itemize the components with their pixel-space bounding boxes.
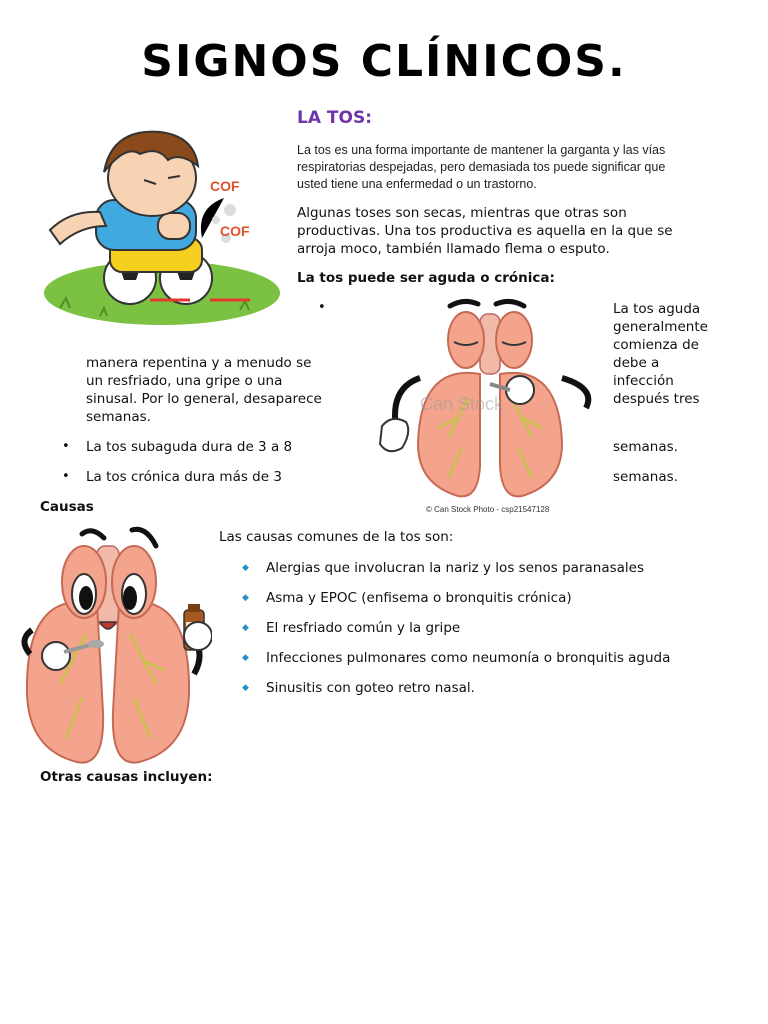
causes-intro: Las causas comunes de la tos son: <box>219 529 454 545</box>
lungs-medicine-illustration <box>12 524 212 768</box>
list-item <box>242 679 475 697</box>
text-line: infección <box>613 373 674 389</box>
text-line: La tos aguda <box>613 301 701 317</box>
cause-text: Sinusitis con goteo retro nasal. <box>266 680 475 696</box>
list-item <box>242 649 670 667</box>
bullet-dot: • <box>62 469 70 484</box>
intro-line: usted tiene una enfermedad o un trastorno. <box>297 177 537 191</box>
causes-heading: Causas <box>40 499 94 515</box>
list-item <box>242 559 644 577</box>
list-item <box>242 619 460 637</box>
acute-right-text <box>613 300 708 408</box>
other-causes-heading: Otras causas incluyen: <box>40 769 213 785</box>
productive-cough-paragraph <box>297 204 707 258</box>
cause-text: Asma y EPOC (enfisema o bronquitis crónica) <box>266 590 572 606</box>
list-item <box>242 589 572 607</box>
lungs-spoon-illustration <box>368 298 603 516</box>
page-title: SIGNOS CLÍNICOS. <box>141 36 627 87</box>
bullet-dot: • <box>318 300 326 315</box>
subacute-text: La tos subaguda dura de 3 a 8 <box>86 439 293 455</box>
text-line: semanas. <box>86 409 151 425</box>
cause-text: Infecciones pulmonares como neumonía o bronquitis aguda <box>266 650 671 666</box>
coughing-boy-illustration <box>40 118 285 340</box>
image-credit: © Can Stock Photo - csp21547128 <box>426 505 550 514</box>
chronic-duration: semanas. <box>613 469 678 485</box>
arrow-bullet-icon: ◆ <box>242 593 249 603</box>
bullet-dot: • <box>62 439 70 454</box>
intro-line: La tos es una forma importante de mantener la garganta y las vías <box>297 143 666 157</box>
cough-text-2: COF <box>220 223 250 239</box>
paragraph-line: Algunas toses son secas, mientras que otras son <box>297 205 627 221</box>
text-line: sinusal. Por lo general, desaparece <box>86 391 322 407</box>
arrow-bullet-icon: ◆ <box>242 563 249 573</box>
cause-text: Alergias que involucran la nariz y los senos paranasales <box>266 560 645 576</box>
watermark-text: Can Stock <box>420 394 504 414</box>
paragraph-line: arroja moco, también llamado flema o esputo. <box>297 241 610 257</box>
intro-paragraph <box>297 142 717 193</box>
arrow-bullet-icon: ◆ <box>242 683 249 693</box>
paragraph-line: productivas. Una tos productiva es aquella en la que se <box>297 223 673 239</box>
text-line: un resfriado, una gripe o una <box>86 373 283 389</box>
arrow-bullet-icon: ◆ <box>242 653 249 663</box>
types-heading: La tos puede ser aguda o crónica: <box>297 270 555 286</box>
section-heading: LA TOS: <box>297 108 372 128</box>
subacute-duration: semanas. <box>613 439 678 455</box>
chronic-text: La tos crónica dura más de 3 <box>86 469 282 485</box>
text-line: después tres <box>613 391 700 407</box>
text-line: manera repentina y a menudo se <box>86 355 312 371</box>
cause-text: El resfriado común y la gripe <box>266 620 461 636</box>
text-line: generalmente <box>613 319 708 335</box>
arrow-bullet-icon: ◆ <box>242 623 249 633</box>
acute-left-text <box>86 354 322 426</box>
text-line: debe a <box>613 355 660 371</box>
intro-line: respiratorias despejadas, pero demasiada tos puede significar que <box>297 160 666 174</box>
text-line: comienza de <box>613 337 699 353</box>
cough-text-1: COF <box>210 178 240 194</box>
